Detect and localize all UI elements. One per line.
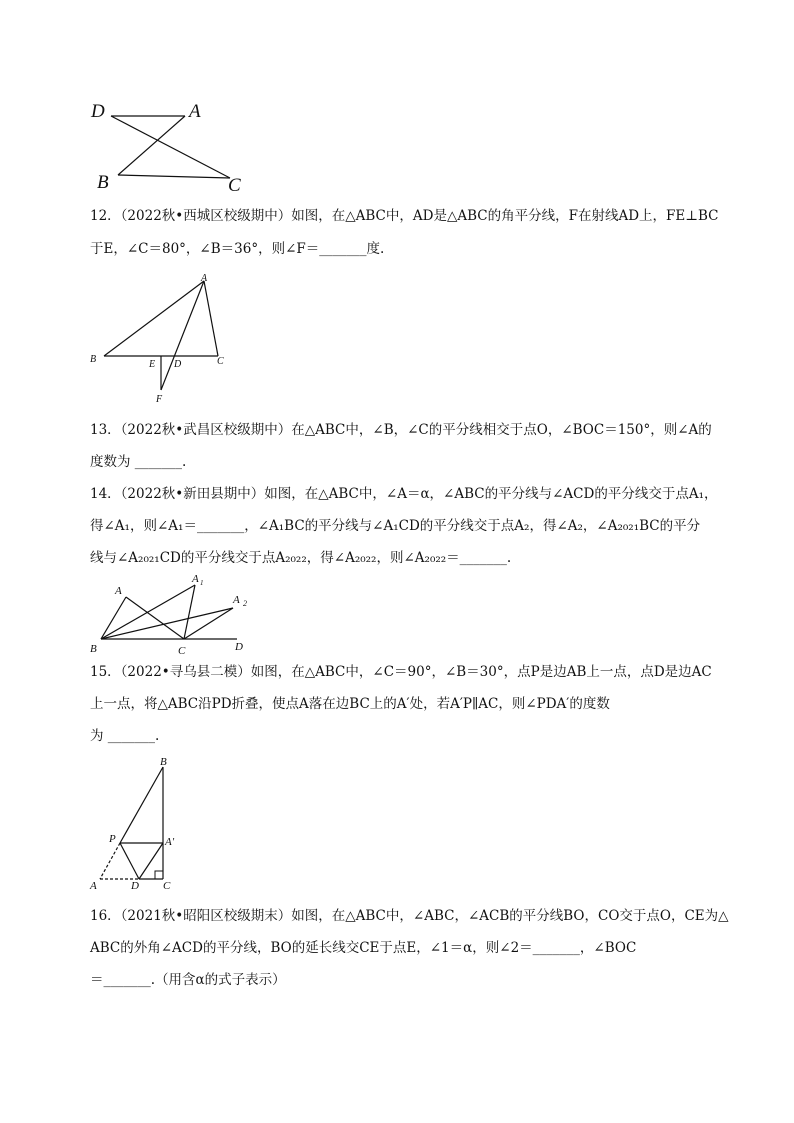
label-A: A (201, 273, 208, 284)
q12-line-1: 12．（2022秋•西城区校级期中）如图，在△ABC中，AD是△ABC的角平分线，F在射线AD上，FE⊥BC (90, 208, 719, 224)
label-A: A (90, 880, 97, 892)
label-C: C (178, 645, 186, 657)
label-D: D (174, 359, 182, 370)
label-F: F (156, 394, 163, 405)
figure-q11 (85, 95, 255, 195)
label-C: C (217, 356, 224, 367)
label-A1-subscript: 1 (200, 579, 204, 587)
label-D: D (235, 641, 243, 653)
q16-line-2: ABC的外角∠ACD的平分线，BO的延长线交CE于点E，∠1＝α，则∠2＝_______，∠BOC (90, 940, 637, 956)
q14-line-3: 线与∠A₂₀₂₁CD的平分线交于点A₂₀₂₂，得∠A₂₀₂₂，则∠A₂₀₂₂＝_______. (90, 550, 512, 566)
q13-line-2: 度数为 _______. (90, 454, 187, 470)
label-D: D (131, 880, 139, 892)
q14-line-1: 14．（2022秋•新田县期中）如图，在△ABC中，∠A＝α，∠ABC的平分线与∠ACD的平分线交于点A₁， (90, 486, 718, 502)
label-A: A (189, 101, 201, 122)
q15-line-3: 为 _______. (90, 728, 160, 744)
q12-line-2: 于E，∠C＝80°，∠B＝36°，则∠F＝_______度. (90, 241, 385, 257)
label-C: C (163, 880, 171, 892)
label-A1: A (192, 573, 199, 585)
label-P: P (109, 833, 116, 845)
label-B: B (160, 756, 167, 768)
q16-line-3: ＝_______.（用含α的式子表示） (90, 972, 286, 988)
q15-line-2: 上一点，将△ABC沿PD折叠，使点A落在边BC上的A′处，若A′P∥AC，则∠PDA′的度数 (90, 696, 610, 712)
label-C: C (228, 175, 241, 196)
figure-q12 (85, 270, 245, 410)
figure-q15 (85, 755, 195, 895)
label-B: B (97, 172, 109, 193)
label-A-prime: A′ (165, 836, 175, 848)
label-A2: A (233, 594, 240, 606)
q14-line-2: 得∠A₁，则∠A₁＝_______，∠A₁BC的平分线与∠A₁CD的平分线交于点A₂，得∠A₂，∠A₂₀₂₁BC的平分 (90, 518, 701, 534)
label-B: B (90, 354, 97, 365)
figure-q14 (85, 570, 265, 660)
label-A: A (115, 585, 122, 597)
label-E: E (149, 359, 156, 370)
q13-line-1: 13．（2022秋•武昌区校级期中）在△ABC中，∠B，∠C的平分线相交于点O，∠BOC＝150°，则∠A的 (90, 422, 712, 438)
label-D: D (91, 101, 105, 122)
label-A2-subscript: 2 (243, 599, 247, 608)
label-B: B (90, 643, 97, 655)
q16-line-1: 16．（2021秋•昭阳区校级期末）如图，在△ABC中，∠ABC，∠ACB的平分线BO，CO交于点O，CE为△ (90, 908, 729, 924)
q15-line-1: 15．（2022•寻乌县二模）如图，在△ABC中，∠C＝90°，∠B＝30°，点P是边AB上一点，点D是边AC (90, 664, 712, 680)
